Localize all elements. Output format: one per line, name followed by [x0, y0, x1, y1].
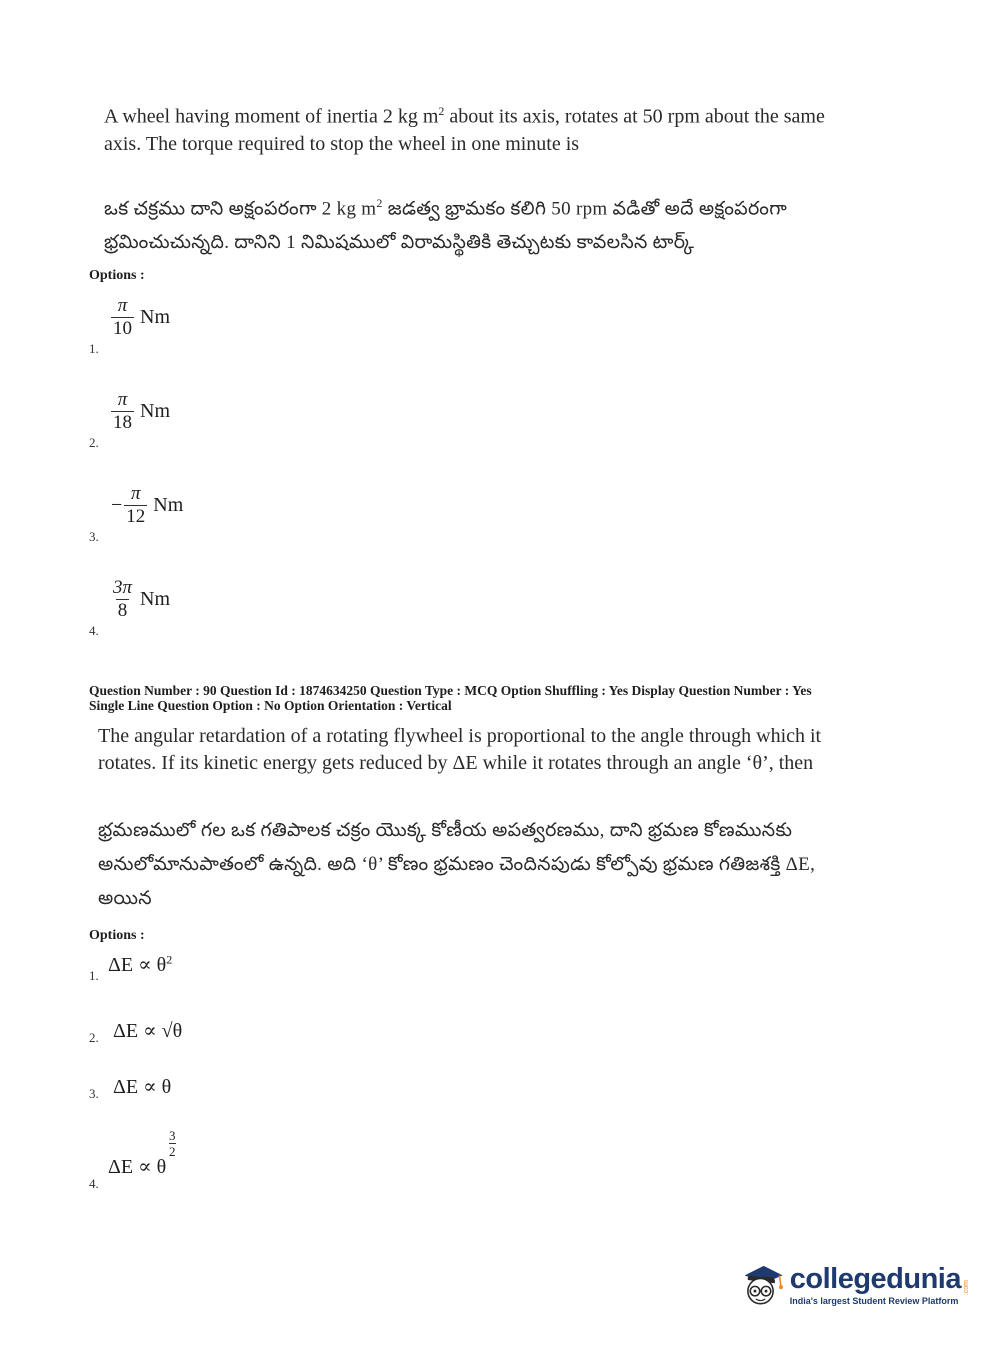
q90-telugu-line-1: భ్రమణములో గల ఒక గతిపాలక చక్రం యొక్క కోణీయ అపత్వరణము, దాని భ్రమణ కోణమునకు — [98, 820, 793, 841]
q90-metadata-line-2: Single Line Question Option : No Option Orientation : Vertical — [89, 698, 452, 713]
q90-options-label: Options : — [89, 928, 145, 943]
brand-domain: .com — [963, 1280, 970, 1296]
q90-telugu-line-3: అయిన — [98, 888, 152, 909]
q90-english-text — [98, 723, 898, 777]
q90-metadata — [89, 683, 969, 713]
q89-english-text — [104, 98, 884, 158]
fraction: $\frac{\pi}{12}$ — [126, 483, 146, 527]
fraction: $\frac{3\pi}{8}$ — [113, 577, 133, 621]
q89-english-line-1: A wheel having moment of inertia 2 kg $m^2$ about its axis, rotates at 50 rpm about the same — [104, 104, 825, 128]
q90-telugu-text — [98, 814, 898, 916]
q89-english-line-2: axis. The torque required to stop the wheel in one minute is — [104, 132, 580, 155]
fraction: $\frac{\pi}{18}$ — [113, 389, 132, 433]
q89-telugu-line-1: ఒక చక్రము దాని అక్షంపరంగా 2 kg $m^2$ జడత్వ భ్రామకం కలిగి 50 rpm వడితో అదే అక్షంపరంగా — [104, 196, 787, 220]
fraction: $\frac{\pi}{10}$ — [113, 295, 132, 339]
brand-name: collegedunia — [789, 1262, 961, 1295]
q90-english-line-2: rotates. If its kinetic energy gets reduced by ΔE while it rotates through an angle ‘θ’, then — [98, 752, 814, 774]
q90-english-line-1: The angular retardation of a rotating flywheel is proportional to the angle through which it — [98, 725, 822, 747]
q89-option-3[interactable]: 3. − $\frac{\pi}{12}$ Nm — [89, 483, 184, 544]
q90-option-3[interactable]: 3. ΔE ∝ θ — [89, 1076, 172, 1101]
q89-option-1[interactable]: 1. $\frac{\pi}{10}$ Nm — [89, 295, 170, 356]
q90-metadata-line-1: Question Number : 90 Question Id : 1874634250 Question Type : MCQ Option Shuffling : Yes Display Question Number : Yes — [89, 683, 812, 698]
q89-telugu-line-2: భ్రమించుచున్నది. దానిని 1 నిమిషములో విరామస్థితికి తెచ్చుటకు కావలసిన టార్క్ — [104, 232, 695, 254]
q89-option-4[interactable]: 4. $\frac{3\pi}{8}$ Nm — [89, 577, 171, 638]
exponent-fraction: $\frac{3}{2}$ — [169, 1128, 176, 1159]
q89-options-label: Options : — [89, 268, 145, 283]
q90-option-2[interactable]: 2. ΔE ∝ √θ — [89, 1020, 183, 1045]
brand-tagline: India's largest Student Review Platform — [789, 1295, 959, 1306]
q90-option-4[interactable]: 4. ΔE ∝ θ $\frac{3}{2}$ — [89, 1128, 176, 1191]
student-mascot-icon — [740, 1253, 786, 1315]
collegedunia-logo — [740, 1248, 970, 1320]
q89-telugu-text — [104, 186, 884, 260]
q89-option-2[interactable]: 2. $\frac{\pi}{18}$ Nm — [89, 389, 170, 450]
q90-telugu-line-2: అనులోమానుపాతంలో ఉన్నది. అది ‘θ’ కోణం భ్రమణం చెందినపుడు కోల్పోవు భ్రమణ గతిజశక్తి ΔE, — [98, 854, 816, 875]
q90-option-1[interactable]: 1. $\Delta E \propto \theta^2$ — [89, 952, 173, 983]
